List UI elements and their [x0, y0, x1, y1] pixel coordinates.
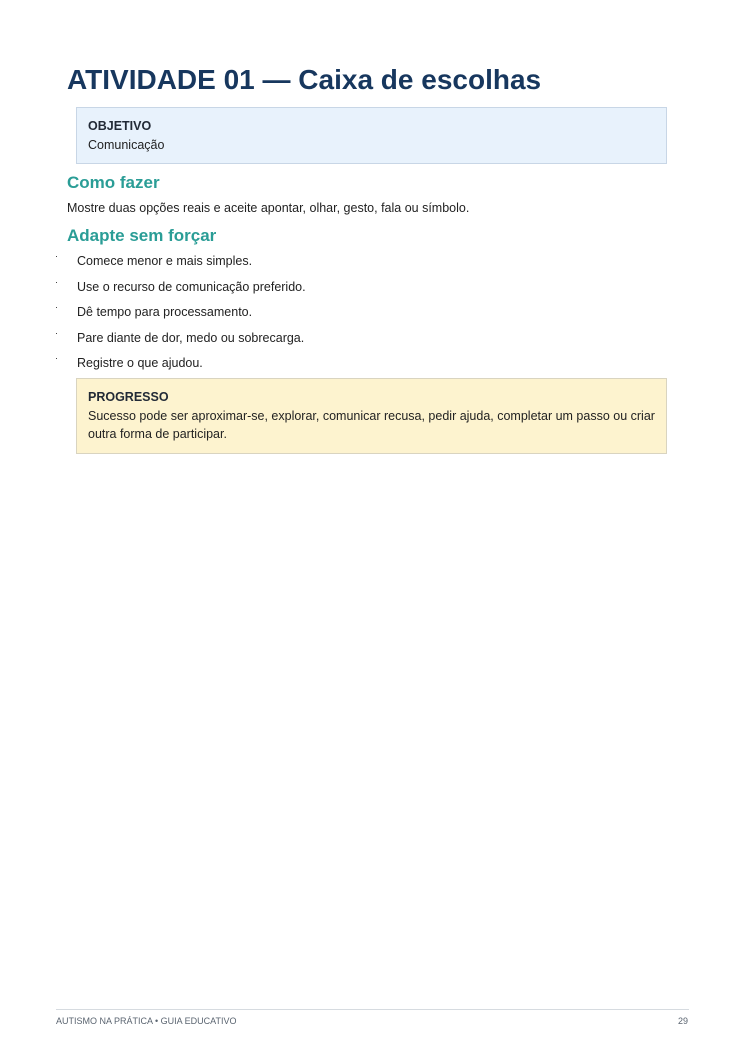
adapt-heading: Adapte sem forçar: [67, 226, 217, 245]
bullet-icon: ·: [55, 353, 58, 363]
adapt-list: [0, 251, 745, 379]
page-title: ATIVIDADE 01 — Caixa de escolhas: [67, 64, 542, 95]
bullet-icon: ·: [55, 327, 58, 338]
list-item: [0, 328, 745, 354]
how-to-text: Mostre duas opções reais e aceite apontar, olhar, gesto, fala ou símbolo.: [67, 201, 470, 215]
list-item-text: Registre o que ajudou.: [77, 356, 203, 370]
list-item-text: Dê tempo para processamento.: [77, 305, 253, 319]
list-item-text: Comece menor e mais simples.: [77, 254, 253, 268]
progress-text: Sucesso pode ser aproximar-se, explorar, comunicar recusa, pedir ajuda, completar um passo ou criar outra forma de participar.: [88, 409, 655, 441]
list-item: [0, 277, 745, 303]
page-number: 29: [677, 1016, 688, 1026]
list-item-text: Use o recurso de comunicação preferido.: [77, 279, 306, 294]
footer-title: AUTISMO NA PRÁTICA • GUIA EDUCATIVO: [56, 1016, 237, 1026]
progress-label: PROGRESSO: [88, 390, 169, 404]
list-item: [0, 302, 745, 328]
how-to-heading: Como fazer: [67, 173, 160, 192]
list-item-text: Pare diante de dor, medo ou sobrecarga.: [77, 330, 305, 345]
bullet-icon: ·: [55, 302, 58, 312]
list-item: [0, 353, 745, 379]
list-item: [0, 251, 745, 277]
bullet-icon: ·: [55, 276, 58, 287]
bullet-icon: ·: [55, 251, 58, 261]
footer-divider: [56, 1009, 689, 1010]
objective-text: Comunicação: [88, 138, 165, 152]
objective-label: OBJETIVO: [88, 119, 152, 133]
progress-box: [76, 378, 667, 454]
objective-box: [76, 107, 667, 164]
